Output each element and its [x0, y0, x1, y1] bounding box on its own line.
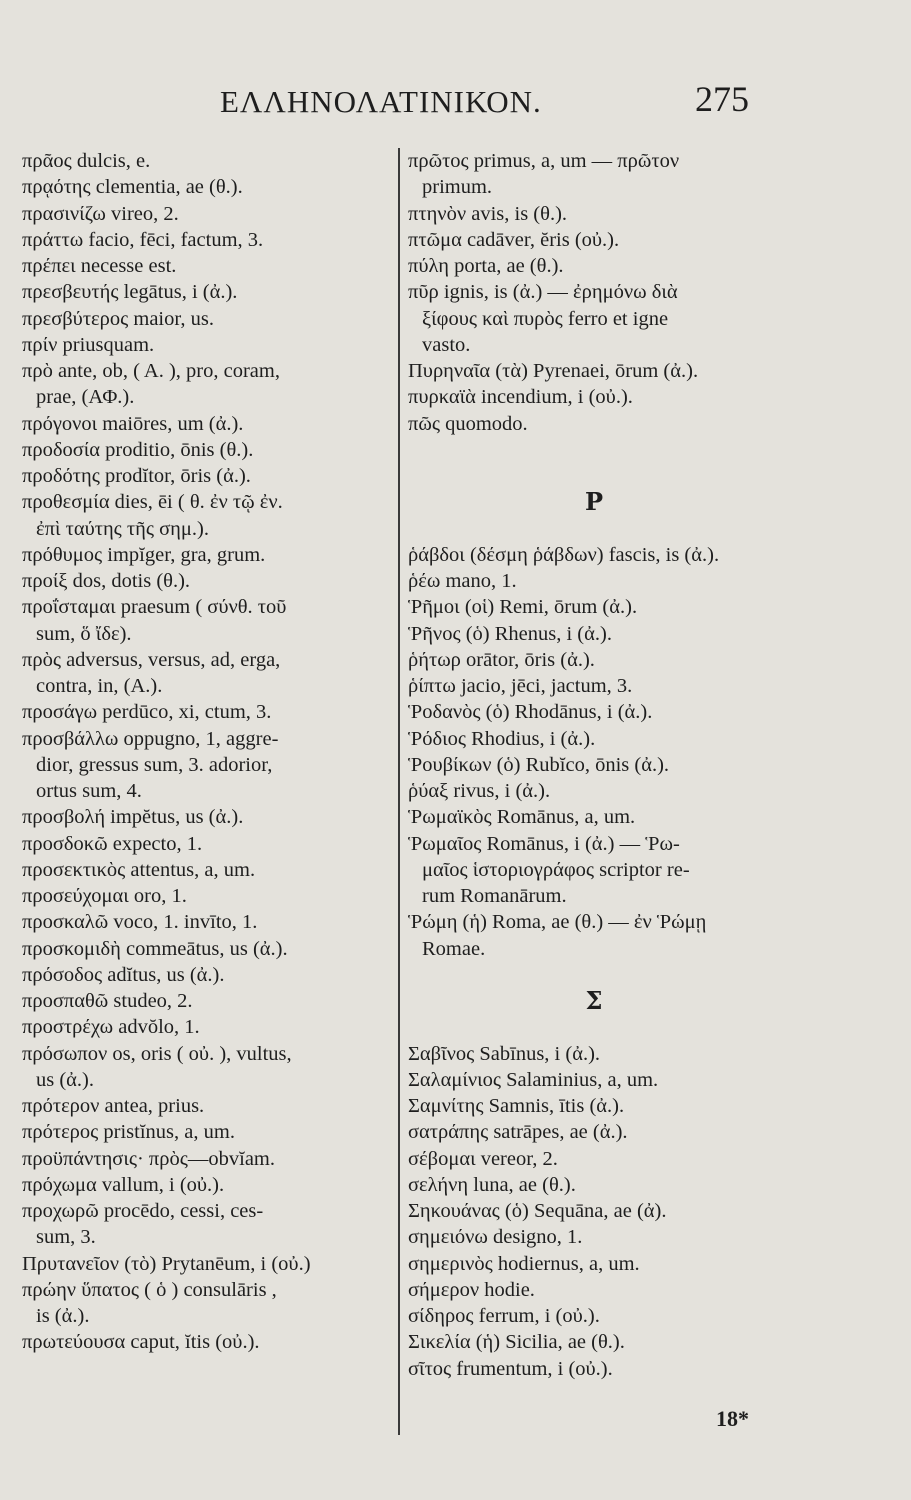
dictionary-entry: προχωρῶ procēdo, cessi, ces- [22, 1200, 264, 1222]
dictionary-entry: πύλη porta, ae (θ.). [408, 255, 564, 277]
dictionary-entry: primum. [422, 176, 493, 199]
dictionary-entry: προίξ dos, dotis (θ.). [22, 570, 191, 592]
dictionary-entry: sum, 3. [36, 1226, 96, 1249]
dictionary-entry: πρόσοδος adĭtus, us (ἀ.). [22, 963, 225, 986]
dictionary-entry: πρόχωμα vallum, i (οὐ.). [22, 1173, 225, 1196]
dictionary-entry: προδότης prodĭtor, ōris (ἀ.). [22, 465, 251, 487]
dictionary-entry: προΐσταμαι praesum ( σύνθ. τοῦ [22, 596, 287, 619]
dictionary-entry: sum, ὅ ἴδε). [36, 622, 132, 645]
dictionary-entry: πρεσβευτής legātus, i (ἀ.). [22, 281, 238, 304]
running-title: ΕΛΛΗΝΟΛΑΤΙΝΙΚΟΝ. [220, 84, 542, 119]
dictionary-entry: σέβομαι vereor, 2. [408, 1147, 558, 1170]
dictionary-entry: προστρέχω advŏlo, 1. [22, 1016, 200, 1039]
dictionary-entry: Ῥωμαϊκὸς Romānus, a, um. [408, 806, 636, 829]
dictionary-entry: Πρυτανεῖον (τὸ) Prytanēum, i (οὐ.) [22, 1252, 311, 1275]
dictionary-entry: Ῥῆνος (ὁ) Rhenus, i (ἀ.). [408, 622, 612, 645]
dictionary-entry: σημειόνω designo, 1. [408, 1226, 583, 1249]
dictionary-entry: Σηκουάνας (ὁ) Sequāna, ae (ἀ). [408, 1200, 667, 1222]
dictionary-entry: dior, gressus sum, 3. adorior, [36, 753, 273, 776]
dictionary-entry: Πυρηναῖα (τὰ) Pyrenaei, ōrum (ἀ.). [408, 360, 699, 382]
dictionary-entry: πρεσβύτερος maior, us. [22, 307, 214, 330]
dictionary-entry: Σαλαμίνιος Salaminius, a, um. [408, 1068, 659, 1091]
dictionary-entry: prae, (ΑΦ.). [36, 386, 135, 409]
dictionary-entry: Σικελία (ἡ) Sicilia, ae (θ.). [408, 1331, 625, 1354]
dictionary-entry: Ῥοδανὸς (ὁ) Rhodānus, i (ἀ.). [408, 701, 653, 724]
dictionary-entry: Ῥωμαῖος Romānus, i (ἀ.) — Ῥω- [408, 832, 680, 855]
dictionary-entry: πρέπει necesse est. [22, 255, 177, 277]
dictionary-entry: πρίν priusquam. [22, 333, 155, 356]
dictionary-entry: πτῶμα cadāver, ĕris (οὐ.). [408, 228, 620, 251]
dictionary-entry: πῦρ ignis, is (ἀ.) — ἐρημόνω διὰ [408, 281, 678, 304]
dictionary-entry: προσδοκῶ expecto, 1. [22, 832, 203, 855]
dictionary-entry: μαῖος ἱστοριογράφος scriptor re- [422, 858, 690, 881]
dictionary-entry: rum Romanārum. [422, 885, 567, 907]
dictionary-entry: προδοσία proditio, ōnis (θ.). [22, 438, 254, 461]
dictionary-entry: Ῥουβίκων (ὁ) Rubĭco, ōnis (ἀ.). [408, 753, 670, 776]
dictionary-entry: contra, in, (A.). [36, 675, 163, 697]
dictionary-entry: προσεύχομαι oro, 1. [22, 885, 187, 907]
dictionary-entry: ῥέω mano, 1. [408, 570, 517, 592]
dictionary-entry: προσκομιδὴ commeātus, us (ἀ.). [22, 937, 288, 960]
dictionary-entry: πρόγονοι maiōres, um (ἀ.). [22, 412, 244, 435]
dictionary-entry: πρόσωπον os, oris ( οὐ. ), vultus, [22, 1042, 292, 1065]
dictionary-entry: προϋπάντησις· πρὸς—obvĭam. [22, 1147, 275, 1170]
dictionary-entry: Ῥόδιος Rhodius, i (ἀ.). [408, 727, 596, 750]
dictionary-entry: πρῶτος primus, a, um — πρῶτον [408, 150, 680, 172]
dictionary-entry: πρᾶος dulcis, e. [22, 150, 151, 172]
dictionary-entry: πτηνὸν avis, is (θ.). [408, 202, 568, 225]
dictionary-entry: Ῥώμη (ἡ) Roma, ae (θ.) — ἐν Ῥώμῃ [408, 911, 707, 934]
dictionary-entry: πρωτεύουσα caput, ĭtis (οὐ.). [22, 1331, 260, 1354]
dictionary-entry: vasto. [422, 333, 471, 356]
dictionary-entry: ξίφους καὶ πυρὸς ferro et igne [422, 307, 669, 330]
printer-signature: 18* [716, 1406, 749, 1431]
dictionary-entry: πυρκαϊὰ incendium, i (οὐ.). [408, 386, 633, 409]
right-column [398, 148, 780, 1435]
dictionary-entry: πράττω facio, fēci, factum, 3. [22, 228, 264, 251]
dictionary-entry: Romae. [422, 937, 486, 960]
dictionary-entry: προσκαλῶ voco, 1. invīto, 1. [22, 911, 258, 934]
dictionary-entry: Σαβῖνος Sabīnus, i (ἀ.). [408, 1042, 601, 1065]
dictionary-entry: ῥήτωρ orātor, ōris (ἀ.). [408, 648, 595, 671]
dictionary-entry: Σαμνίτης Samnis, ītis (ἀ.). [408, 1095, 625, 1117]
dictionary-entry: ῥίπτω jacio, jēci, jactum, 3. [408, 675, 633, 697]
page-header [0, 78, 911, 128]
dictionary-entry: σίδηρος ferrum, i (οὐ.). [408, 1305, 600, 1327]
dictionary-entry: προσβολή impĕtus, us (ἀ.). [22, 806, 244, 829]
dictionary-entry: προσεκτικὸς attentus, a, um. [22, 858, 256, 881]
dictionary-entry: σῖτος frumentum, i (οὐ.). [408, 1357, 613, 1380]
page-number: 275 [695, 79, 749, 119]
dictionary-entry: πρασινίζω vireo, 2. [22, 202, 179, 225]
dictionary-entry: προσπαθῶ studeo, 2. [22, 990, 193, 1012]
section-letter: Σ [585, 985, 603, 1015]
dictionary-entry: ῥύαξ rivus, i (ἀ.). [408, 780, 551, 802]
dictionary-entry: Ῥῆμοι (οἱ) Remi, ōrum (ἀ.). [408, 596, 638, 619]
dictionary-entry: πρότερος pristĭnus, a, um. [22, 1121, 235, 1144]
dictionary-entry: is (ἀ.). [36, 1305, 90, 1327]
dictionary-entry: ῥάβδοι (δέσμη ῥάβδων) fascis, is (ἀ.). [408, 543, 720, 566]
dictionary-entry: πρόθυμος impĭger, gra, grum. [22, 543, 266, 566]
dictionary-entry: σήμερον hodie. [408, 1278, 535, 1301]
dictionary-entry: ortus sum, 4. [36, 780, 142, 802]
dictionary-entry: us (ἀ.). [36, 1068, 94, 1091]
dictionary-entry: πῶς quomodo. [408, 412, 528, 435]
dictionary-entry: πρώην ὕπατος ( ὁ ) consulāris , [22, 1278, 277, 1301]
dictionary-entry: πρὸ ante, ob, ( A. ), pro, coram, [22, 360, 280, 382]
dictionary-entry: σελήνη luna, ae (θ.). [408, 1173, 576, 1196]
dictionary-entry: προθεσμία dies, ēi ( θ. ἐν τῷ ἐν. [22, 491, 283, 514]
dictionary-entry: σημερινὸς hodiernus, a, um. [408, 1252, 640, 1275]
dictionary-entry: προσβάλλω oppugno, 1, aggre- [22, 727, 279, 750]
left-column [22, 148, 388, 1356]
dictionary-entry: ἐπὶ ταύτης τῆς σημ.). [36, 517, 209, 540]
dictionary-entry: πρᾳότης clementia, ae (θ.). [22, 176, 243, 199]
section-letter: Ρ [584, 487, 604, 516]
dictionary-entry: πρότερον antea, prius. [22, 1095, 205, 1117]
dictionary-entry: προσάγω perdūco, xi, ctum, 3. [22, 701, 272, 724]
spacer [408, 437, 780, 463]
dictionary-entry: πρὸς adversus, versus, ad, erga, [22, 648, 281, 671]
dictionary-entry: σατράπης satrāpes, ae (ἀ.). [408, 1121, 628, 1144]
